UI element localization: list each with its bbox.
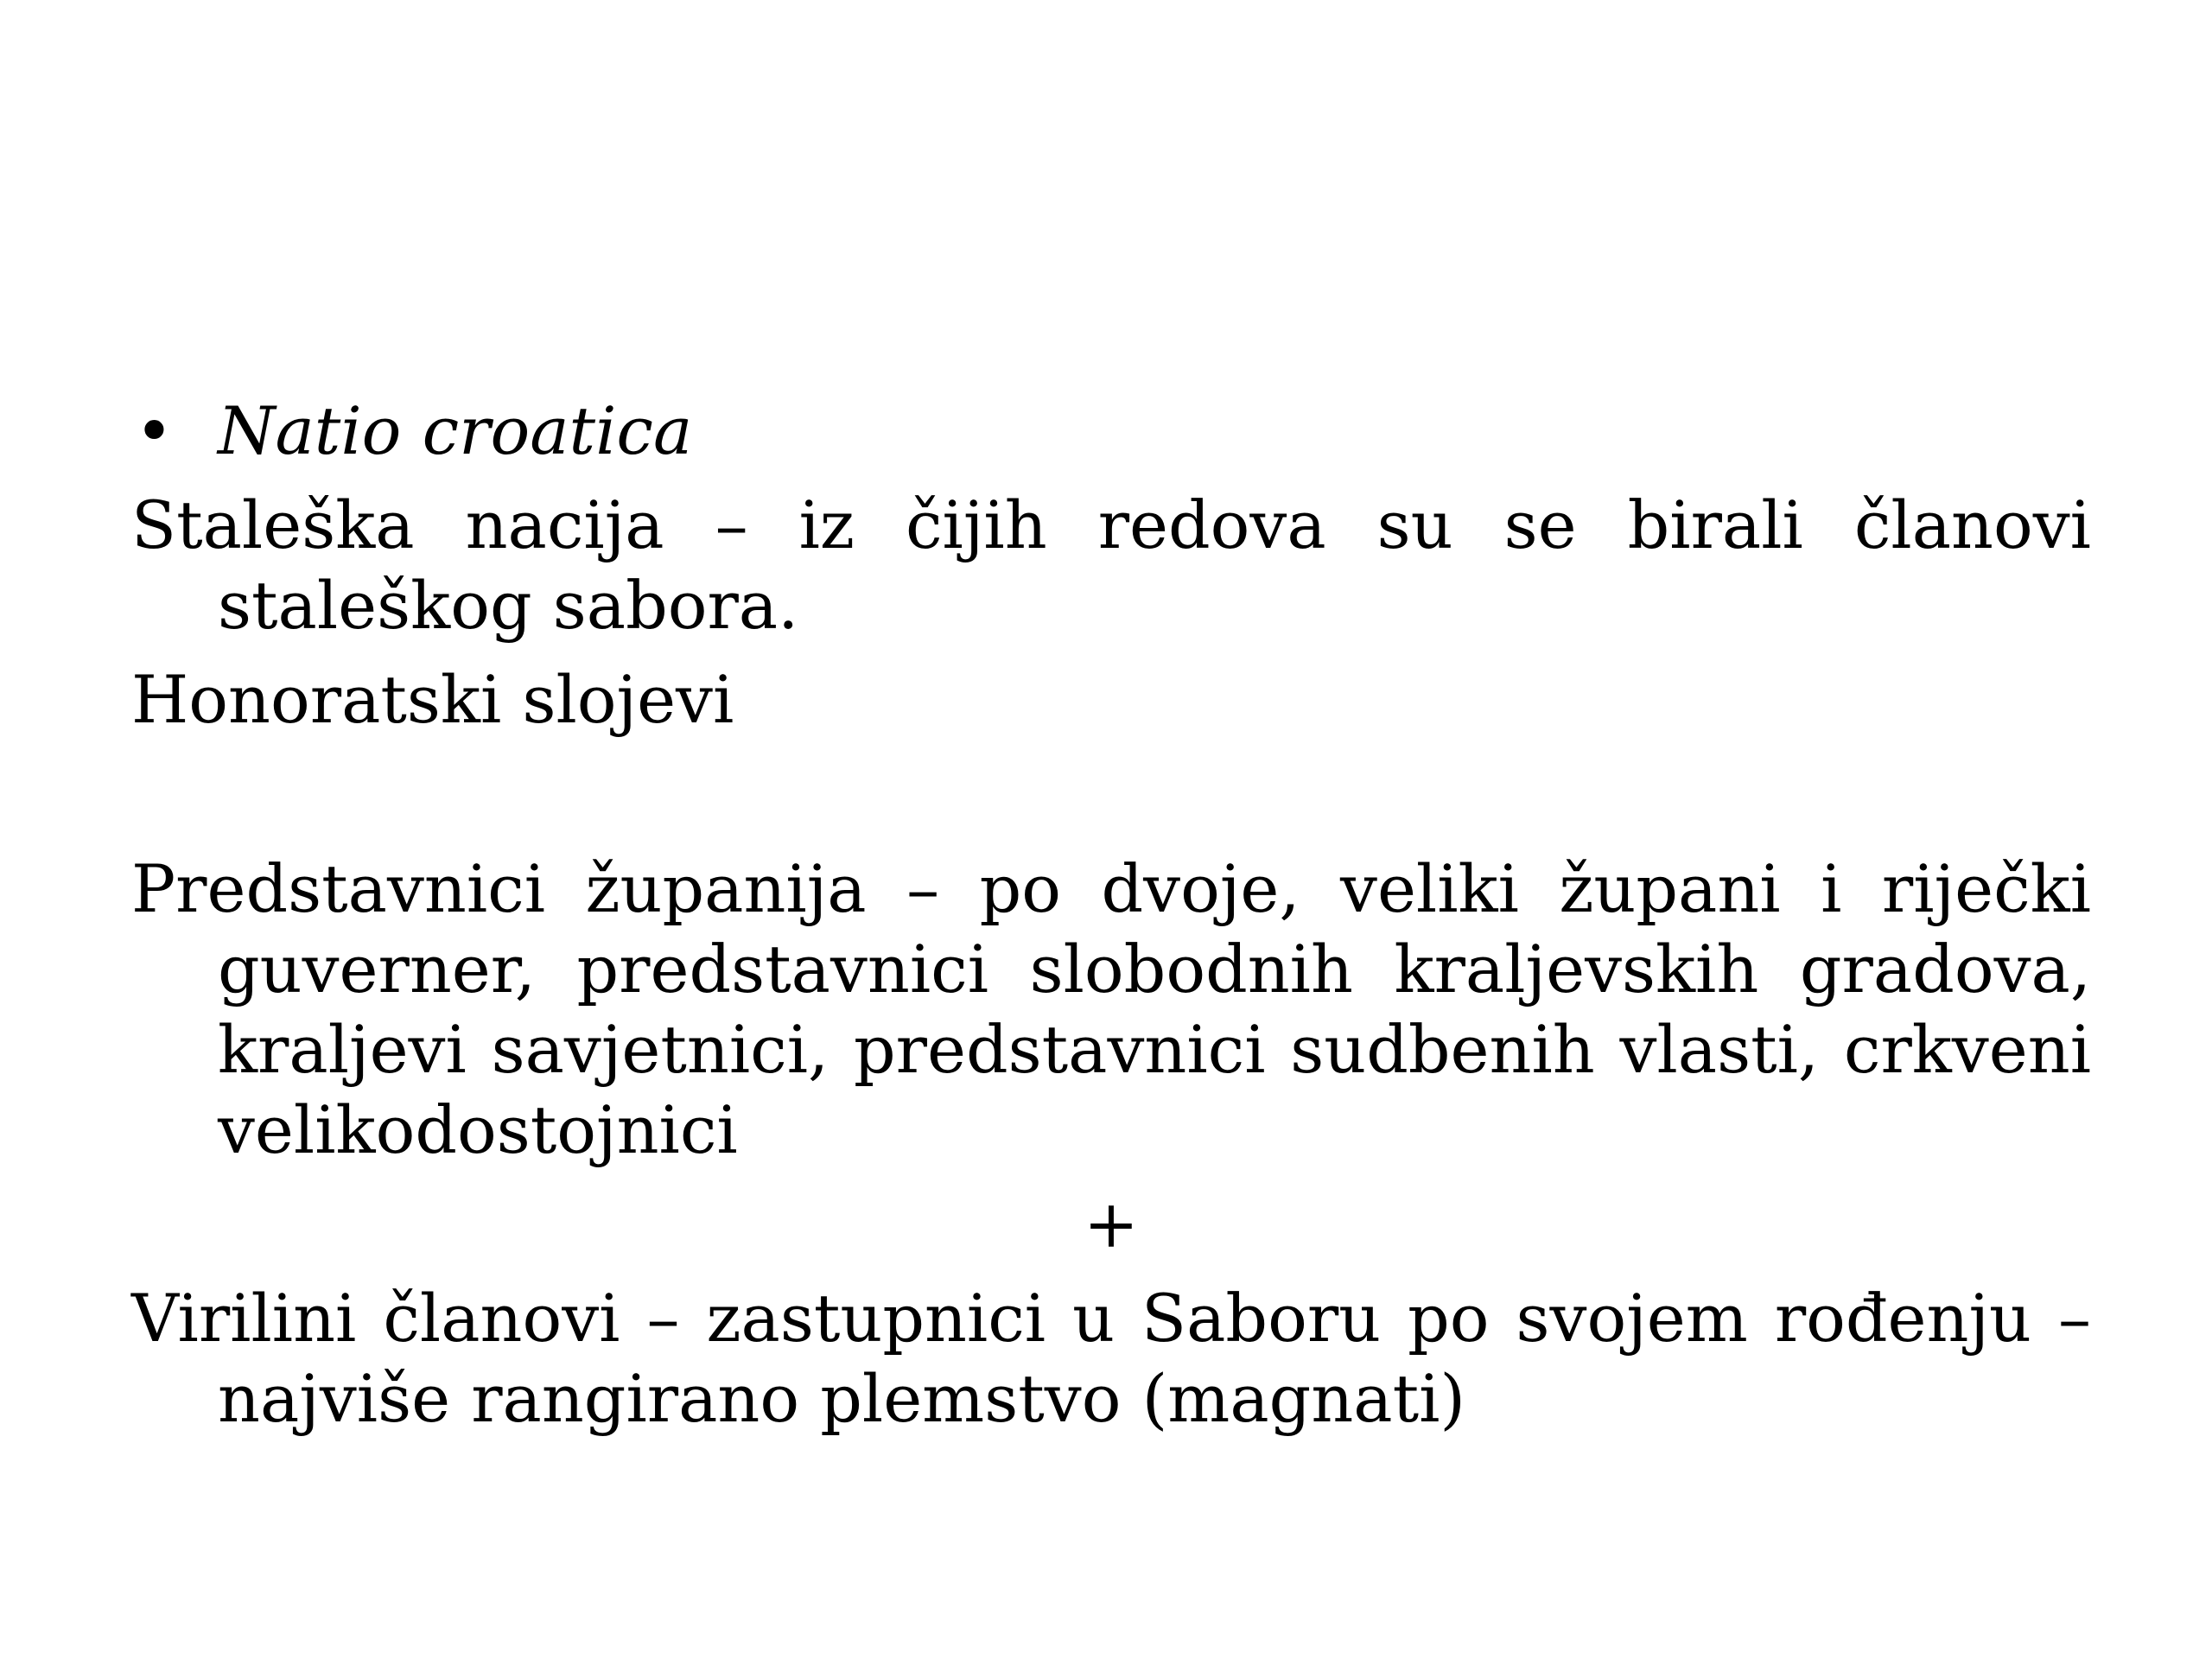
bullet-text-natio-croatica: Natio croatica	[218, 392, 693, 469]
bullet-item	[131, 391, 2091, 471]
bullet-marker: •	[135, 392, 174, 469]
paragraph-virilni-clanovi: Virilini članovi – zastupnici u Saboru po svojem rođenju – najviše rangirano plemstvo (magnati)	[131, 1280, 2091, 1437]
paragraph-predstavnici: Predstavnici županija – po dvoje, veliki župani i riječki guverner, predstavnici slobodnih kraljevskih gradova, kraljevi savjetnici, predstavnici sudbenih vlasti, crkveni velikodostojnici	[131, 850, 2091, 1168]
paragraph-staleska-nacija: Staleška nacija – iz čijih redova su se birali članovi staleškog sabora.	[131, 486, 2091, 644]
paragraph-honoratski-slojevi: Honoratski slojevi	[131, 661, 734, 738]
plus-sign: +	[1084, 1185, 1139, 1262]
slide-content	[131, 391, 2091, 1452]
spacer	[131, 753, 2091, 849]
